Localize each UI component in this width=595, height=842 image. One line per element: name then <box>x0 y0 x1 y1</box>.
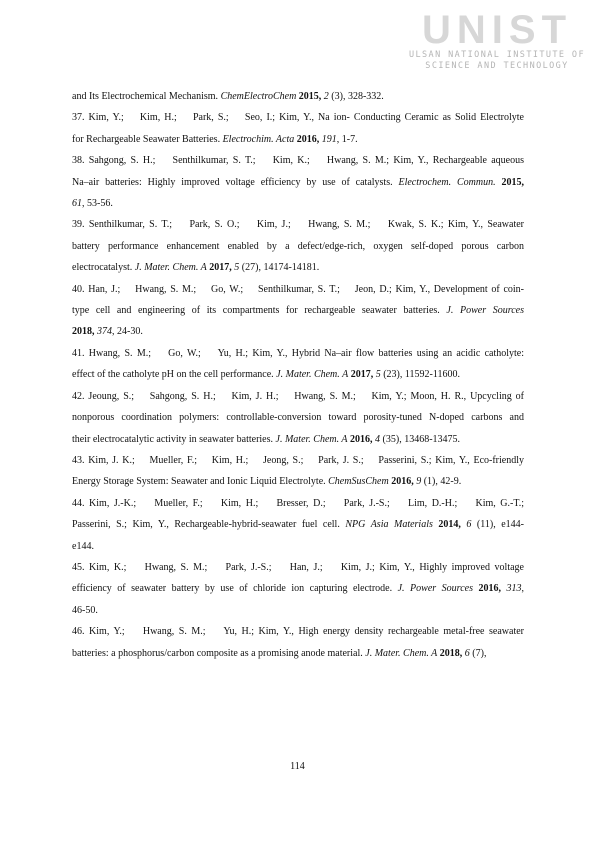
text-segment: type cell and engineering of its compartments for rechargeable seawater batteries. <box>72 305 447 317</box>
bold-text: 2015, <box>501 176 525 188</box>
reference-line <box>72 364 524 385</box>
reference-line <box>72 279 524 300</box>
text-segment: , <box>521 583 525 595</box>
bold-text: 2018, <box>439 647 463 659</box>
text-segment: 41. Hwang, S. M.; Go, W.; Yu, H.; Kim, Y., Hybrid Na–air flow batteries using an acidic catholyte: <box>72 347 524 359</box>
bold-text: 2016, <box>391 476 414 488</box>
reference-item <box>72 557 524 621</box>
text-segment: 40. Han, J.; Hwang, S. M.; Go, W.; Senthilkumar, S. T.; Jeon, D.; Kim, Y., Development of coin- <box>72 283 524 295</box>
italic-text: ChemSusChem <box>328 476 389 488</box>
text-segment: , 24-30. <box>112 326 143 338</box>
text-segment: nonporous coordination polymers: controllable-conversion toward porosity-tuned N-doped carbons and <box>72 412 524 424</box>
reference-line <box>72 86 524 107</box>
bold-text: 2016, <box>478 583 501 595</box>
text-segment: , 53-56. <box>82 198 113 210</box>
italic-text: J. Mater. Chem. A <box>134 262 207 274</box>
text-segment: (7), <box>469 647 487 659</box>
italic-text: 4 <box>375 433 381 445</box>
reference-item <box>72 214 524 278</box>
reference-line <box>72 343 524 364</box>
reference-line <box>72 578 524 599</box>
text-segment: e144. <box>72 540 94 552</box>
text-segment: and Its Electrochemical Mechanism. <box>72 91 221 102</box>
reference-item <box>72 343 524 386</box>
italic-text: 61 <box>72 198 82 210</box>
text-segment: 37. Kim, Y.; Kim, H.; Park, S.; Seo, I.; Kim, Y., Na ion- Conducting Ceramic as Solid Electrolyte <box>72 112 524 124</box>
reference-line <box>72 236 524 257</box>
reference-line <box>72 600 524 621</box>
bold-text: 2016, <box>296 133 320 145</box>
italic-text: ChemElectroChem <box>220 91 297 102</box>
text-segment: electrocatalyst. <box>72 262 135 274</box>
logo-line-1: ULSAN NATIONAL INSTITUTE OF <box>409 50 585 60</box>
reference-item <box>72 621 524 664</box>
reference-item <box>72 150 524 214</box>
text-segment: efficiency of seawater battery by use of chloride ion capturing electrode. <box>72 583 398 595</box>
italic-text: 191 <box>321 133 337 145</box>
text-segment: their electrocatalytic activity in seawater batteries. <box>72 433 276 445</box>
reference-line <box>72 536 524 557</box>
text-segment: Energy Storage System: Seawater and Ionic Liquid Electrolyte. <box>72 476 329 488</box>
text-segment: 39. Senthilkumar, S. T.; Park, S. O.; Kim, J.; Hwang, S. M.; Kwak, S. K.; Kim, Y., Seawater <box>72 219 524 231</box>
unist-logo <box>407 10 587 72</box>
reference-line <box>72 450 524 471</box>
text-segment: (11), e144- <box>471 519 524 531</box>
text-segment: battery performance enhancement enabled by a defect/edge-rich, oxygen self-doped porous carbon <box>72 240 524 252</box>
bold-text: 2017, <box>209 262 232 274</box>
text-segment: (35), 13468-13475. <box>380 433 461 445</box>
text-segment: , 1-7. <box>336 133 358 145</box>
italic-text: J. Power Sources <box>397 583 473 595</box>
bold-text: 2014, <box>438 519 461 531</box>
text-segment: batteries: a phosphorus/carbon composite as a promising anode material. <box>72 647 366 659</box>
reference-item <box>72 107 524 150</box>
text-segment: (3), 328-332. <box>328 91 384 102</box>
reference-line <box>72 514 524 535</box>
text-segment: Na–air batteries: Highly improved voltage efficiency by use of catalysts. <box>72 176 399 188</box>
logo-wordmark: UNIST <box>422 8 572 52</box>
reference-item <box>72 493 524 557</box>
italic-text: NPG Asia Materials <box>345 519 433 531</box>
text-segment: (23), 11592-11600. <box>380 369 460 381</box>
reference-item <box>72 450 524 493</box>
text-segment: (27), 14174-14181. <box>239 262 320 274</box>
reference-line <box>72 429 524 450</box>
italic-text: J. Mater. Chem. A <box>276 369 349 381</box>
page-number: 114 <box>290 761 305 772</box>
italic-text: 6 <box>464 647 470 659</box>
reference-line <box>72 257 524 278</box>
reference-line <box>72 107 524 128</box>
reference-list <box>72 86 524 664</box>
italic-text: 9 <box>416 476 422 488</box>
italic-text: J. Mater. Chem. A <box>275 433 348 445</box>
reference-line <box>72 643 524 664</box>
text-segment: 46. Kim, Y.; Hwang, S. M.; Yu, H.; Kim, Y., High energy density rechargeable metal-free seawater <box>72 626 524 638</box>
reference-line <box>72 129 524 150</box>
italic-text: 2 <box>323 91 329 102</box>
reference-item <box>72 86 524 107</box>
reference-line <box>72 471 524 492</box>
italic-text: J. Mater. Chem. A <box>365 647 438 659</box>
text-segment: for Rechargeable Seawater Batteries. <box>72 133 223 145</box>
reference-line <box>72 557 524 578</box>
bold-text: 2016, <box>350 433 373 445</box>
reference-line <box>72 193 524 214</box>
reference-line <box>72 321 524 342</box>
bold-text: 2017, <box>350 369 374 381</box>
reference-item <box>72 279 524 343</box>
bold-text: 2015, <box>298 91 322 102</box>
italic-text: 5 <box>234 262 240 274</box>
text-segment: Passerini, S.; Kim, Y., Rechargeable-hybrid-seawater fuel cell. <box>72 519 346 531</box>
text-segment: 45. Kim, K.; Hwang, S. M.; Park, J.-S.; Han, J.; Kim, J.; Kim, Y., Highly improved voltage <box>72 561 524 573</box>
italic-text: 374 <box>97 326 112 338</box>
text-segment: effect of the catholyte pH on the cell performance. <box>72 369 277 381</box>
bold-text: 2018, <box>72 326 95 338</box>
italic-text: 5 <box>375 369 381 381</box>
reference-line <box>72 150 524 171</box>
reference-line <box>72 493 524 514</box>
logo-line-2: SCIENCE AND TECHNOLOGY <box>425 61 569 71</box>
text-segment: (1), 42-9. <box>421 476 462 488</box>
reference-line <box>72 300 524 321</box>
text-segment: 44. Kim, J.-K.; Mueller, F.; Kim, H.; Bresser, D.; Park, J.-S.; Lim, D.-H.; Kim, G.-T.; <box>72 497 524 509</box>
text-segment: 42. Jeoung, S.; Sahgong, S. H.; Kim, J. H.; Hwang, S. M.; Kim, Y.; Moon, H. R., Upcycling of <box>72 390 524 402</box>
reference-line <box>72 172 524 193</box>
italic-text: 313 <box>506 583 522 595</box>
text-segment: 46-50. <box>72 604 98 616</box>
reference-line <box>72 407 524 428</box>
italic-text: 6 <box>466 519 472 531</box>
reference-line <box>72 386 524 407</box>
text-segment: 38. Sahgong, S. H.; Senthilkumar, S. T.; Kim, K.; Hwang, S. M.; Kim, Y., Rechargeable aqueous <box>72 155 524 167</box>
text-segment: 43. Kim, J. K.; Mueller, F.; Kim, H.; Jeong, S.; Park, J. S.; Passerini, S.; Kim, Y., Eco-friendly <box>72 454 524 466</box>
reference-line <box>72 621 524 642</box>
italic-text: J. Power Sources <box>446 305 524 317</box>
italic-text: Electrochem. Commun. <box>398 176 496 188</box>
reference-line <box>72 214 524 235</box>
italic-text: Electrochim. Acta <box>222 133 295 145</box>
reference-item <box>72 386 524 450</box>
